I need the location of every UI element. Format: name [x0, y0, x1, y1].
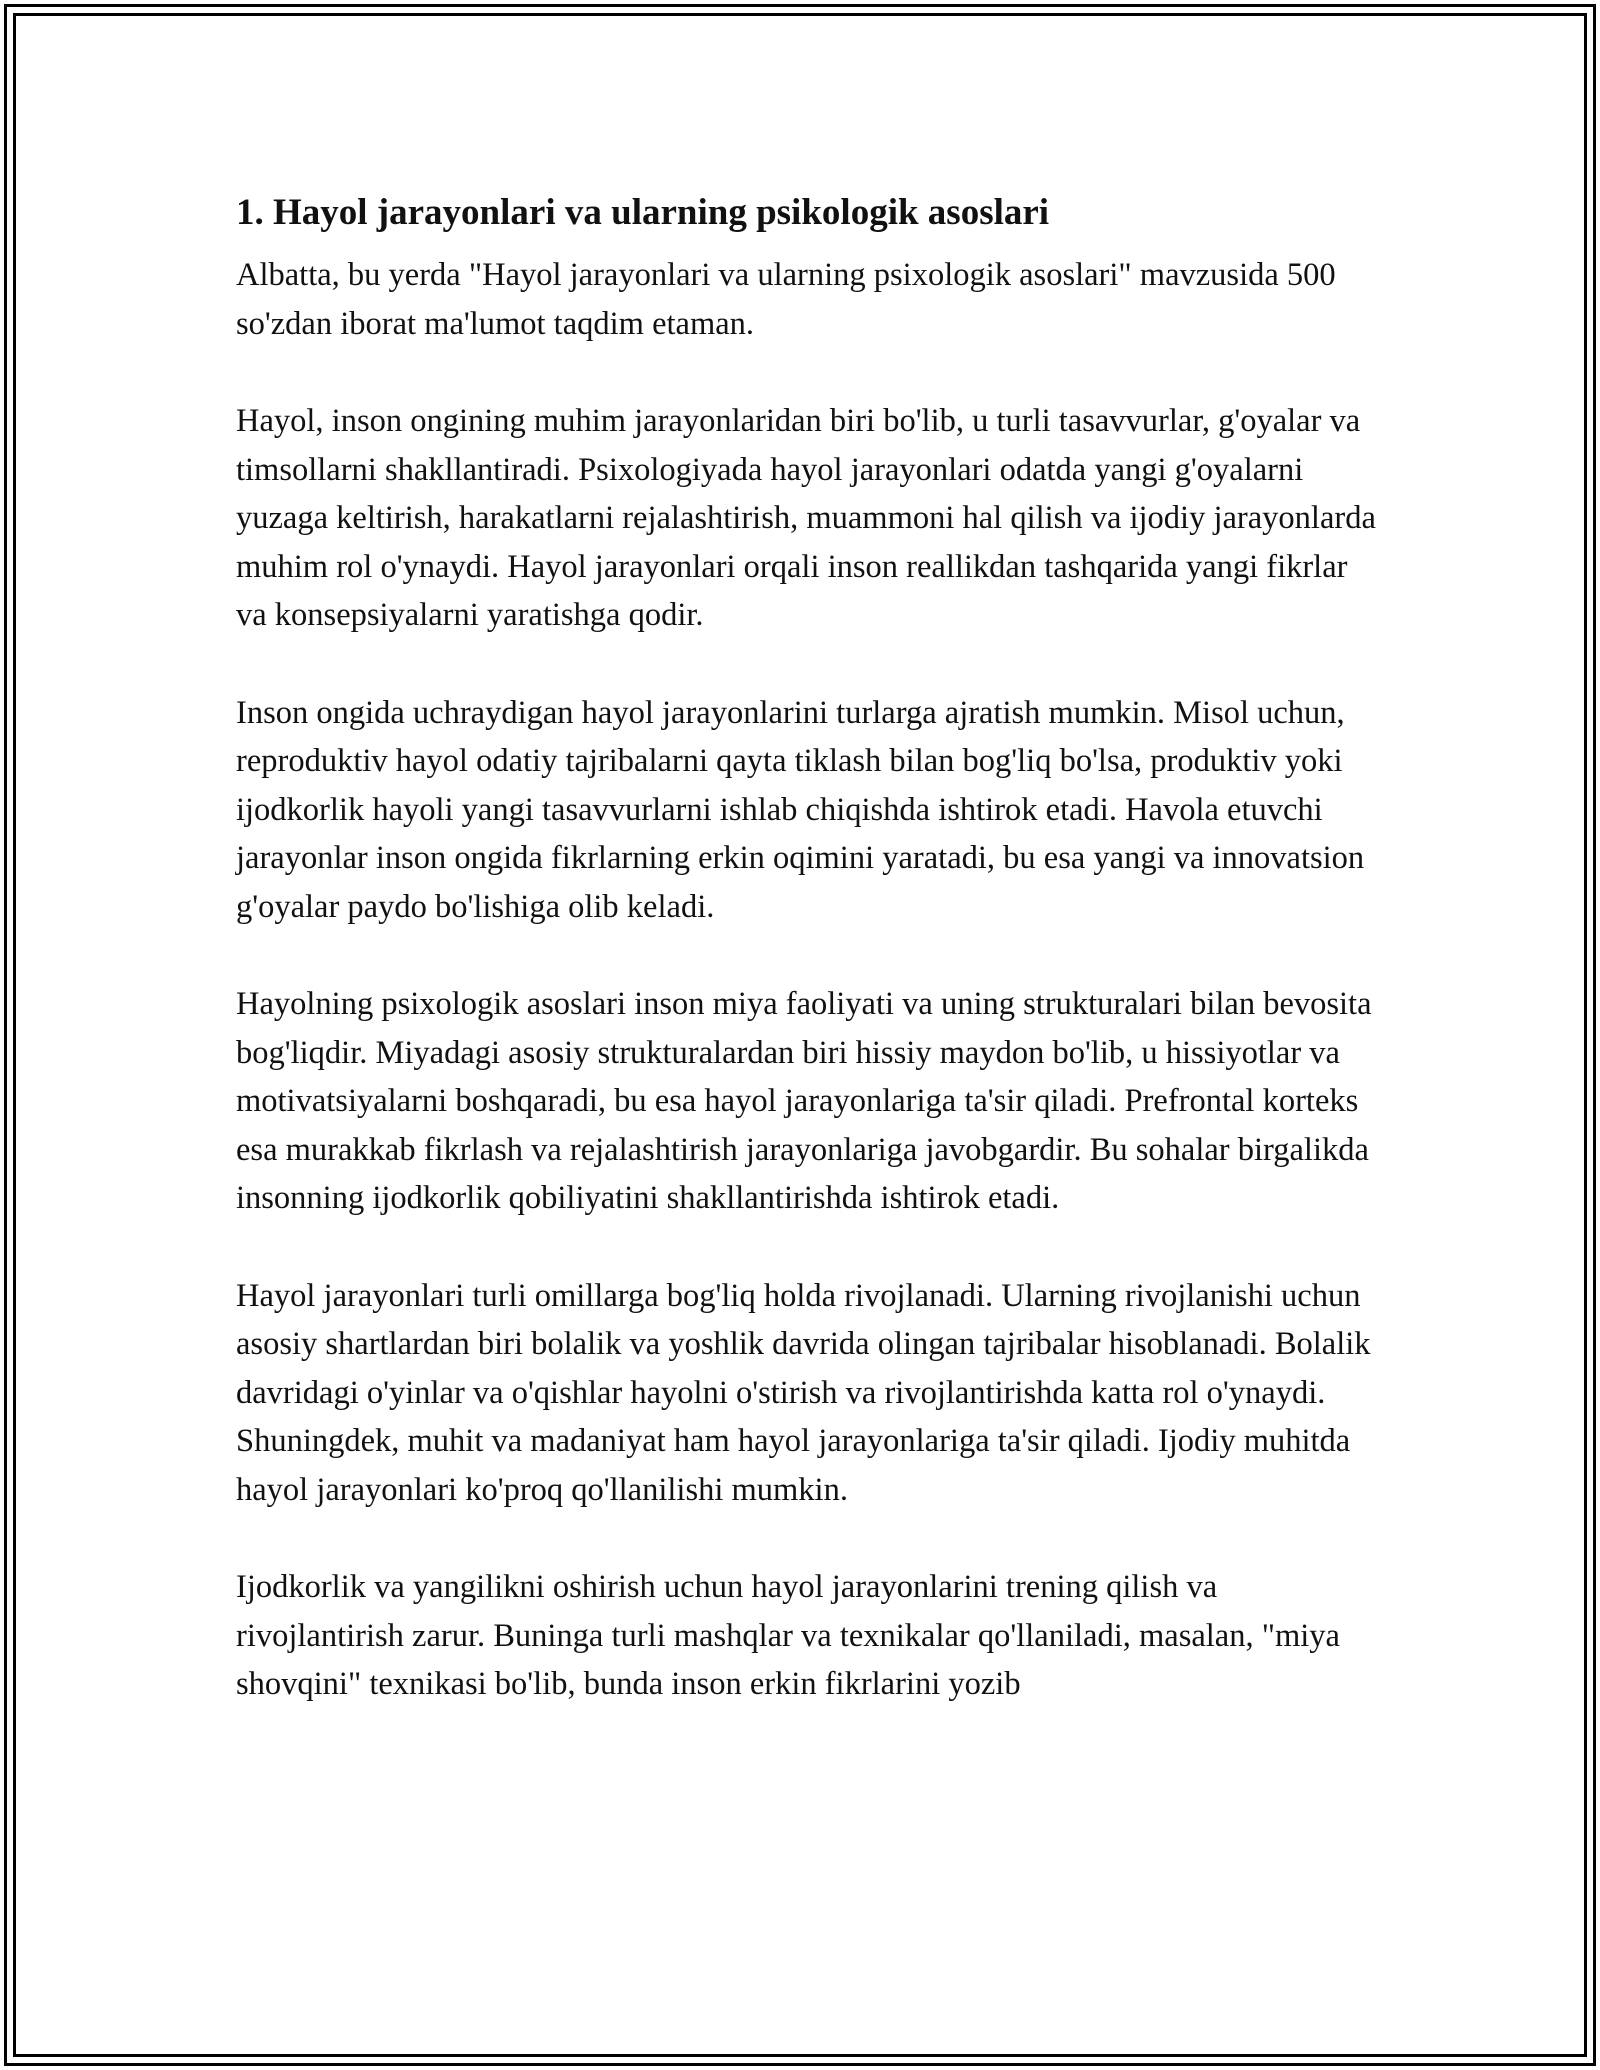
document-body — [236, 185, 1386, 1758]
document-title: 1. Hayol jarayonlari va ularning psikologik asoslari — [236, 192, 1050, 233]
paragraph-intro: Albatta, bu yerda "Hayol jarayonlari va ularning psixologik asoslari" mavzusida 500 so'zdan iborat ma'lumot taqdim etaman. — [236, 257, 1336, 342]
paragraph-definition: Hayol, inson ongining muhim jarayonlaridan biri bo'lib, u turli tasavvurlar, g'oyalar va timsollarni shakllantiradi. Psixologiyada hayol jarayonlari odatda yangi g'oyalarni yuzaga keltirish, harakatlarni rejalashtirish, muammoni hal qilish va ijodiy jarayonlarda muhim rol o'ynaydi. Hayol jarayonlari orqali inson reallikdan tashqarida yangi fikrlar va konsepsiyalarni yaratishga qodir. — [236, 403, 1376, 633]
paragraph-types: Inson ongida uchraydigan hayol jarayonlarini turlarga ajratish mumkin. Misol uchun, reproduktiv hayol odatiy tajribalarni qayta tiklash bilan bog'liq bo'lsa, produktiv yoki ijodkorlik hayoli yangi tasavvurlarni ishlab chiqishda ishtirok etadi. Havola etuvchi jarayonlar inson ongida fikrlarning erkin oqimini yaratadi, bu esa yangi va innovatsion g'oyalar paydo bo'lishiga olib keladi. — [236, 694, 1365, 925]
paragraph-psychological-basis: Hayolning psixologik asoslari inson miya faoliyati va uning strukturalari bilan bevosita bog'liqdir. Miyadagi asosiy strukturalardan biri hissiy maydon bo'lib, u hissiyotlar va motivatsiyalarni boshqaradi, bu esa hayol jarayonlariga ta'sir qiladi. Prefrontal korteks esa murakkab fikrlash va rejalashtirish jarayonlariga javobgardir. Bu sohalar birgalikda insonning ijodkorlik qobiliyatini shakllantirishda ishtirok etadi. — [236, 986, 1372, 1216]
paragraph-training: Ijodkorlik va yangilikni oshirish uchun hayol jarayonlarini trening qilish va rivojlantirish zarur. Buninga turli mashqlar va texnikalar qo'llaniladi, masalan, "miya shovqini" texnikasi bo'lib, bunda inson erkin fikrlarini yozib — [236, 1569, 1340, 1702]
paragraph-development: Hayol jarayonlari turli omillarga bog'liq holda rivojlanadi. Ularning rivojlanishi uchun asosiy shartlardan biri bolalik va yoshlik davrida olingan tajribalar hisoblanadi. Bolalik davridagi o'yinlar va o'qishlar hayolni o'stirish va rivojlantirishda katta rol o'ynaydi. Shuningdek, muhit va madaniyat ham hayol jarayonlariga ta'sir qiladi. Ijodiy muhitda hayol jarayonlari ko'proq qo'llanilishi mumkin. — [236, 1277, 1371, 1508]
